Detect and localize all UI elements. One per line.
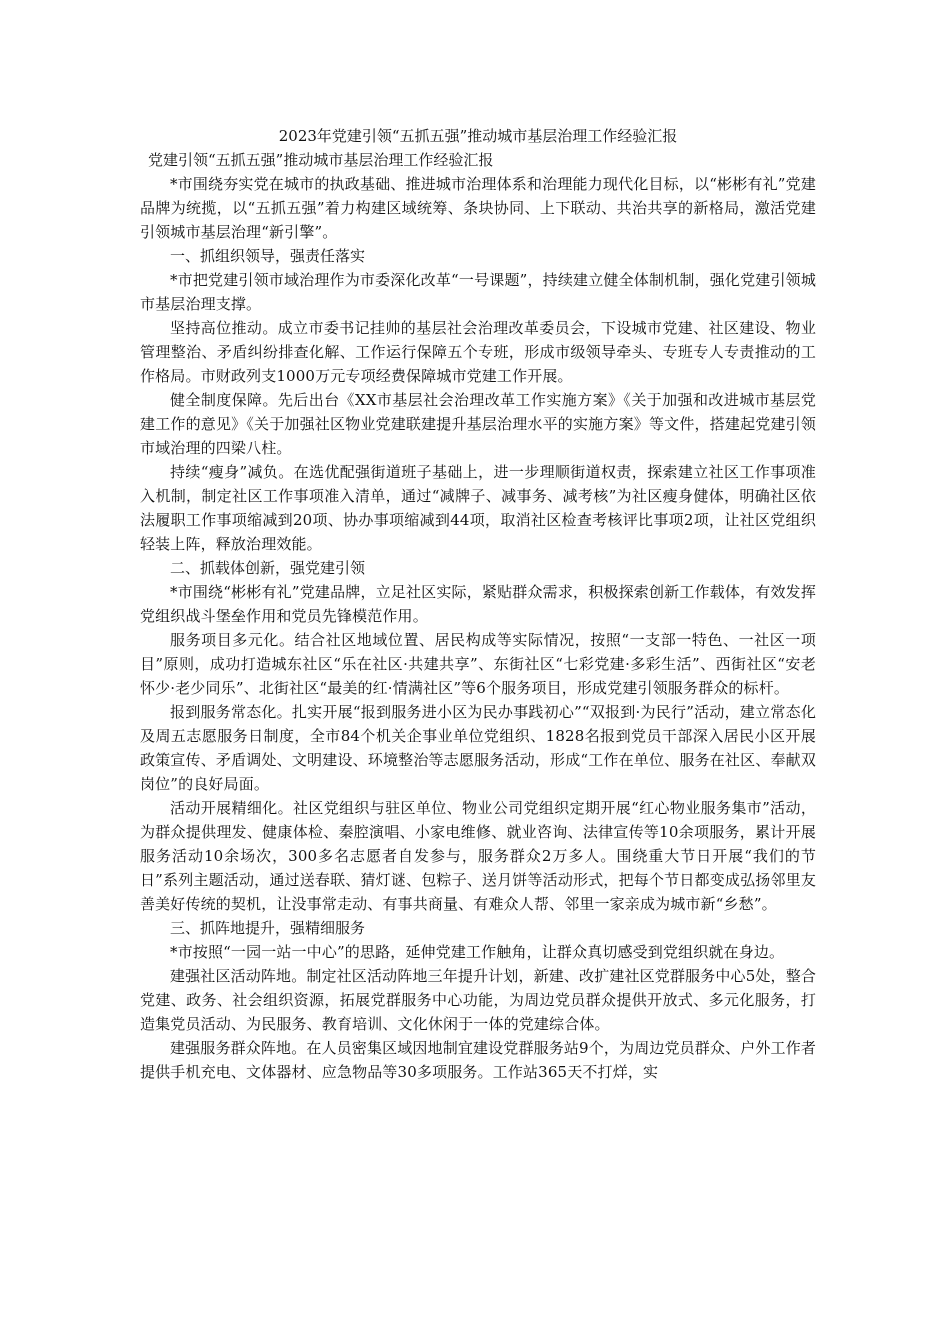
section-3-heading: 三、抓阵地提升，强精细服务 — [170, 919, 366, 937]
document-title: 2023年党建引领“五抓五强”推动城市基层治理工作经验汇报 — [278, 127, 678, 145]
section-1-paragraph-1: *市把党建引领市域治理作为市委深化改革“一号课题”，持续建立健全体制机制，强化党建引领城市基层治理支撑。 — [140, 271, 816, 313]
section-1-paragraph-4: 持续“瘦身”减负。在选优配强街道班子基础上，进一步理顺街道权责，探索建立社区工作事项准入机制，制定社区工作事项准入清单，通过“减牌子、减事务、减考核”为社区瘦身健体，明确社区依法履职工作事项缩减到20项、协办事项缩减到44项，取消社区检查考核评比事项2项，让社区党组织轻装上阵，释放治理效能。 — [140, 463, 816, 553]
section-2-paragraph-3: 报到服务常态化。扎实开展“报到服务进小区为民办事践初心”“双报到·为民行”活动，建立常态化及周五志愿服务日制度，全市84个机关企事业单位党组织、1828名报到党员干部深入居民小区开展政策宣传、矛盾调处、文明建设、环境整治等志愿服务活动，形成“工作在单位、服务在社区、奉献双岗位”的良好局面。 — [140, 703, 816, 793]
section-3-paragraph-1: *市按照“一园一站一中心”的思路，延伸党建工作触角，让群众真切感受到党组织就在身边。 — [170, 943, 785, 961]
section-2-paragraph-2: 服务项目多元化。结合社区地域位置、居民构成等实际情况，按照“一支部一特色、一社区一项目”原则，成功打造城东社区“乐在社区·共建共享”、东街社区“七彩党建·多彩生活”、西街社区“安老怀少·老少同乐”、北街社区“最美的红·情满社区”等6个服务项目，形成党建引领服务群众的标杆。 — [140, 631, 816, 697]
section-2-paragraph-4: 活动开展精细化。社区党组织与驻区单位、物业公司党组织定期开展“红心物业服务集市”活动，为群众提供理发、健康体检、秦腔演唱、小家电维修、就业咨询、法律宣传等10余项服务，累计开展服务活动10余场次，300多名志愿者自发参与，服务群众2万多人。围绕重大节日开展“我们的节日”系列主题活动，通过送春联、猜灯谜、包粽子、送月饼等活动形式，把每个节日都变成弘扬邻里友善美好传统的契机，让没事常走动、有事共商量、有难众人帮、邻里一家亲成为城市新“乡愁”。 — [140, 799, 816, 913]
section-2-heading: 二、抓载体创新，强党建引领 — [170, 559, 366, 577]
section-2-paragraph-1: *市围绕“彬彬有礼”党建品牌，立足社区实际，紧贴群众需求，积极探索创新工作载体，有效发挥党组织战斗堡垒作用和党员先锋模范作用。 — [140, 583, 816, 625]
section-3-paragraph-3: 建强服务群众阵地。在人员密集区域因地制宜建设党群服务站9个，为周边党员群众、户外工作者提供手机充电、文体器材、应急物品等30多项服务。工作站365天不打烊，实 — [140, 1039, 816, 1081]
document-subtitle: 党建引领“五抓五强”推动城市基层治理工作经验汇报 — [148, 151, 494, 169]
section-1-paragraph-3: 健全制度保障。先后出台《XX市基层社会治理改革工作实施方案》《关于加强和改进城市基层党建工作的意见》《关于加强社区物业党建联建提升基层治理水平的实施方案》等文件，搭建起党建引领市域治理的四梁八柱。 — [140, 391, 816, 457]
section-1-paragraph-2: 坚持高位推动。成立市委书记挂帅的基层社会治理改革委员会，下设城市党建、社区建设、物业管理整治、矛盾纠纷排查化解、工作运行保障五个专班，形成市级领导牵头、专班专人专责推动的工作格局。市财政列支1000万元专项经费保障城市党建工作开展。 — [140, 319, 816, 385]
intro-paragraph: *市围绕夯实党在城市的执政基础、推进城市治理体系和治理能力现代化目标，以“彬彬有礼”党建品牌为统揽，以“五抓五强”着力构建区域统筹、条块协同、上下联动、共治共享的新格局，激活党建引领城市基层治理“新引擎”。 — [140, 175, 816, 241]
section-1-heading: 一、抓组织领导，强责任落实 — [170, 247, 366, 265]
document-page — [140, 124, 816, 1084]
section-3-paragraph-2: 建强社区活动阵地。制定社区活动阵地三年提升计划，新建、改扩建社区党群服务中心5处，整合党建、政务、社会组织资源，拓展党群服务中心功能，为周边党员群众提供开放式、多元化服务，打造集党员活动、为民服务、教育培训、文化休闲于一体的党建综合体。 — [140, 967, 816, 1033]
